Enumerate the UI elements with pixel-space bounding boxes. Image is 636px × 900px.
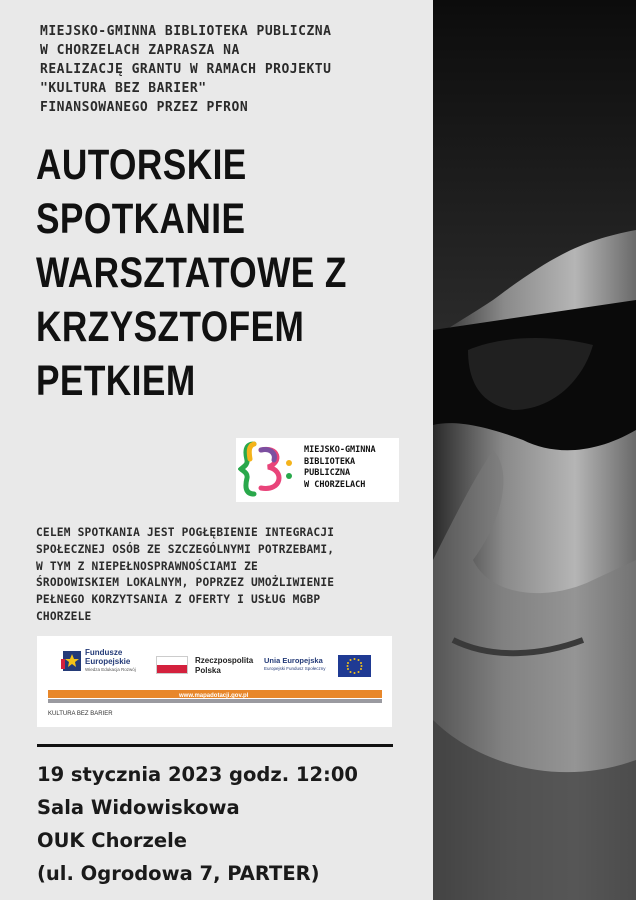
title-line: SPOTKANIE xyxy=(36,195,246,243)
library-logo-line: PUBLICZNA xyxy=(304,468,351,478)
intro-line: "KULTURA BEZ BARIER" xyxy=(40,81,207,96)
intro-line: REALIZACJĘ GRANTU W RAMACH PROJEKTU xyxy=(40,62,332,77)
library-mark-icon xyxy=(238,440,294,498)
library-logo-line: MIEJSKO-GMINNA xyxy=(304,445,376,455)
library-logo-line: W CHORZELACH xyxy=(304,479,366,490)
title-line: KRZYSZTOFEM xyxy=(36,303,305,351)
library-logo-text xyxy=(304,445,376,491)
library-logo-line: BIBLIOTEKA xyxy=(304,456,356,467)
event-address: (ul. Ogrodowa 7, PARTER) xyxy=(37,862,320,885)
unia-europejska-logo xyxy=(264,653,384,681)
goal-line: PEŁNEGO KORZYTSANIA Z OFERTY I USŁUG MGBP xyxy=(36,593,321,607)
portrait-illustration xyxy=(433,0,636,900)
intro-line: FINANSOWANEGO PRZEZ PFRON xyxy=(40,100,249,115)
goal-line: CHORZELE xyxy=(36,609,92,623)
portrait-photo xyxy=(433,0,636,900)
poland-flag-icon xyxy=(156,656,188,674)
fundusze-europejskie-logo xyxy=(61,646,151,676)
intro-line: W CHORZELACH ZAPRASZA NA xyxy=(40,43,240,58)
event-date: 19 stycznia 2023 godz. 12:00 xyxy=(37,763,358,786)
fe-line: Europejskie xyxy=(85,657,131,666)
fe-subtitle: Wiedza Edukacja Rozwój xyxy=(85,667,136,672)
title-line: PETKIEM xyxy=(36,357,196,405)
event-hall: Sala Widowiskowa xyxy=(37,796,240,819)
grey-stripe xyxy=(48,699,382,703)
sponsor-logos xyxy=(37,636,392,727)
goal-line: ŚRODOWISKIEM LOKALNYM, POPRZEZ UMOŻLIWIENIE xyxy=(36,576,335,590)
title-line: AUTORSKIE xyxy=(36,141,247,189)
rp-line: Polska xyxy=(195,665,221,675)
library-logo xyxy=(236,438,399,502)
mapadotacji-link[interactable]: www.mapadotacji.gov.pl xyxy=(179,693,249,699)
title-line: WARSZTATOWE Z xyxy=(36,249,347,297)
event-venue: OUK Chorzele xyxy=(37,829,188,852)
rzeczpospolita-logo xyxy=(156,653,256,677)
eu-flag-icon xyxy=(338,655,371,677)
goal-line: SPOŁECZNEJ OSÓB ZE SZCZEGÓLNYMI POTRZEBAMI, xyxy=(36,542,335,556)
poster-title xyxy=(36,138,347,408)
rp-line: Rzeczpospolita xyxy=(195,656,254,665)
divider xyxy=(37,744,393,747)
goal-line: CELEM SPOTKANIA JEST POGŁĘBIENIE INTEGRACJI xyxy=(36,526,335,539)
fundusze-europejskie-icon xyxy=(61,649,83,673)
fe-line: Fundusze xyxy=(85,648,123,657)
program-label: KULTURA BEZ BARIER xyxy=(48,711,113,717)
ue-label: Unia Europejska xyxy=(264,656,323,665)
intro-line: MIEJSKO-GMINNA BIBLIOTEKA PUBLICZNA xyxy=(40,24,332,39)
event-details xyxy=(37,758,358,890)
goal-text xyxy=(36,525,431,626)
ue-subtitle: Europejski Fundusz Społeczny xyxy=(264,666,326,671)
goal-line: W TYM Z NIEPEŁNOSPRAWNOŚCIAMI ZE xyxy=(36,559,258,573)
intro-text xyxy=(40,22,420,117)
rzeczpospolita-label xyxy=(195,656,253,675)
fundusze-europejskie-label xyxy=(85,648,130,666)
